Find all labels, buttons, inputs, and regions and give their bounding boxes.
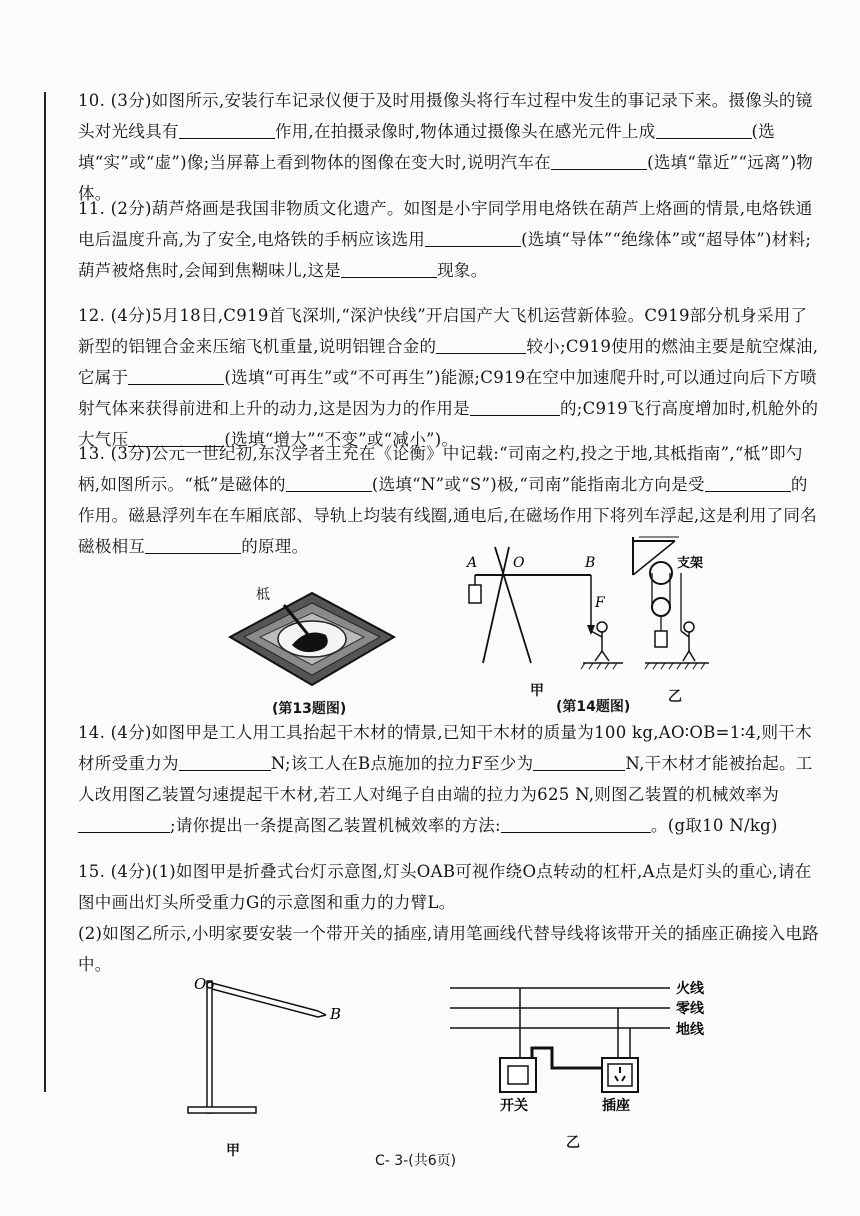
ground-wire-label: 地线 [676,1022,704,1038]
handle-label: 柢 [256,587,270,603]
circuit-figure [440,968,720,1118]
force-f-label: F [595,595,605,611]
lever-pulley-figure [465,535,715,675]
answer-blank[interactable] [179,120,275,139]
page-footer: C- 3-(共6页) [375,1153,457,1169]
answer-blank[interactable] [128,366,224,385]
margin-line [44,92,46,1092]
lamp-point-b: B [330,1005,342,1023]
figure-14-yi: 乙 [668,689,682,705]
switch-label: 开关 [500,1098,528,1114]
figure-14-caption: (第14题图) [556,699,631,715]
figure-13-caption: (第13题图) [272,701,347,717]
answer-blank[interactable] [470,397,560,416]
answer-blank[interactable] [179,752,271,771]
desk-lamp-figure [180,975,350,1120]
question-12: 12. (4分)5月18日,C919首飞深圳,“深沪快线”开启国产大飞机运营新体验。C919部分机身采用了新型的铝锂合金来压缩飞机重量,说明铝锂合金的 较小;C919使用的燃油主要是航空煤油,它属于 (选填“可再生”或“不可再生”)能源;C919在空中加速爬升时,可以通过向后下方喷射气体来获得前进和上升的动力,这是因为力的作用是 的;C919飞行高度增加时,机舱外的大气压 (选填“增大”“不变”或“减小”)。 [78,306,819,449]
point-b-label: B [585,555,596,571]
figure-15-jia: 甲 [226,1143,240,1159]
sinan-figure [222,585,402,695]
answer-blank[interactable] [551,151,647,170]
answer-blank[interactable] [286,473,372,492]
answer-blank[interactable] [656,120,752,139]
question-11: 11. (2分)葫芦烙画是我国非物质文化遗产。如图是小宇同学用电烙铁在葫芦上烙画的情景,电烙铁通电后温度升高,为了安全,电烙铁的手柄应该选用 (选填“导体”“绝缘体”或“超导体”)材料;葫芦被烙焦时,会闻到焦糊味儿,这是 现象。 [78,199,813,280]
question-10: 10. (3分)如图所示,安装行车记录仪便于及时用摄像头将行车过程中发生的事记录下来。摄像头的镜头对光线具有 作用,在拍摄录像时,物体通过摄像头在感光元件上成 (选填“实”或“虚”)像;当屏幕上看到物体的图像在变大时,说明汽车在 (选填“靠近”“远离”)物体。 [78,91,814,203]
fire-wire-label: 火线 [676,981,704,997]
question-15: 15. (4分)(1)如图甲是折叠式台灯示意图,灯头OAB可视作绕O点转动的杠杆,A点是灯头的重心,请在图中画出灯头所受重力G的示意图和重力的力臂L。 (2)如图乙所示,小明家要安装一个带开关的插座,请用笔画线代替导线将该带开关的插座正确接入电路中。 [78,862,819,974]
answer-blank[interactable] [425,228,521,247]
answer-blank[interactable] [533,752,625,771]
socket-label: 插座 [602,1098,630,1114]
question-13: 13. (3分)公元一世纪初,东汉学者王充在《论衡》中记载:“司南之杓,投之于地,其柢指南”,“柢”即勺柄,如图所示。“柢”是磁体的 (选填“N”或“S”)极,“司南”能指南北方向是受 的作用。磁悬浮列车在车厢底部、导轨上均装有线圈,通电后,在磁场作用下将列车浮起,这是利用了同名磁极相互 的原理。 [78,444,818,556]
lamp-point-o: O [194,975,207,993]
answer-blank[interactable] [145,535,241,554]
point-o-label: O [513,555,525,571]
question-14: 14. (4分)如图甲是工人用工具抬起干木材的情景,已知干木材的质量为100 kg,AO∶OB=1∶4,则干木材所受重力为 N;该工人在B点施加的拉力F至少为 N,干木材才能被抬起。工人改用图乙装置匀速提起干木材,若工人对绳子自由端的拉力为625 N,则图乙装置的机械效率为;请你提出一条提高图乙装置机械效率的方法: 。(g取10 N/kg) [78,723,813,835]
point-a-label: A [467,555,478,571]
answer-blank[interactable] [341,259,437,278]
stand-label: 支架 [677,556,704,571]
answer-blank[interactable] [78,814,170,833]
figure-14-jia: 甲 [530,683,544,699]
answer-blank[interactable] [705,473,791,492]
neutral-wire-label: 零线 [676,1001,704,1017]
figure-15-yi: 乙 [566,1135,580,1151]
answer-blank[interactable] [436,335,526,354]
answer-blank[interactable] [501,814,651,833]
